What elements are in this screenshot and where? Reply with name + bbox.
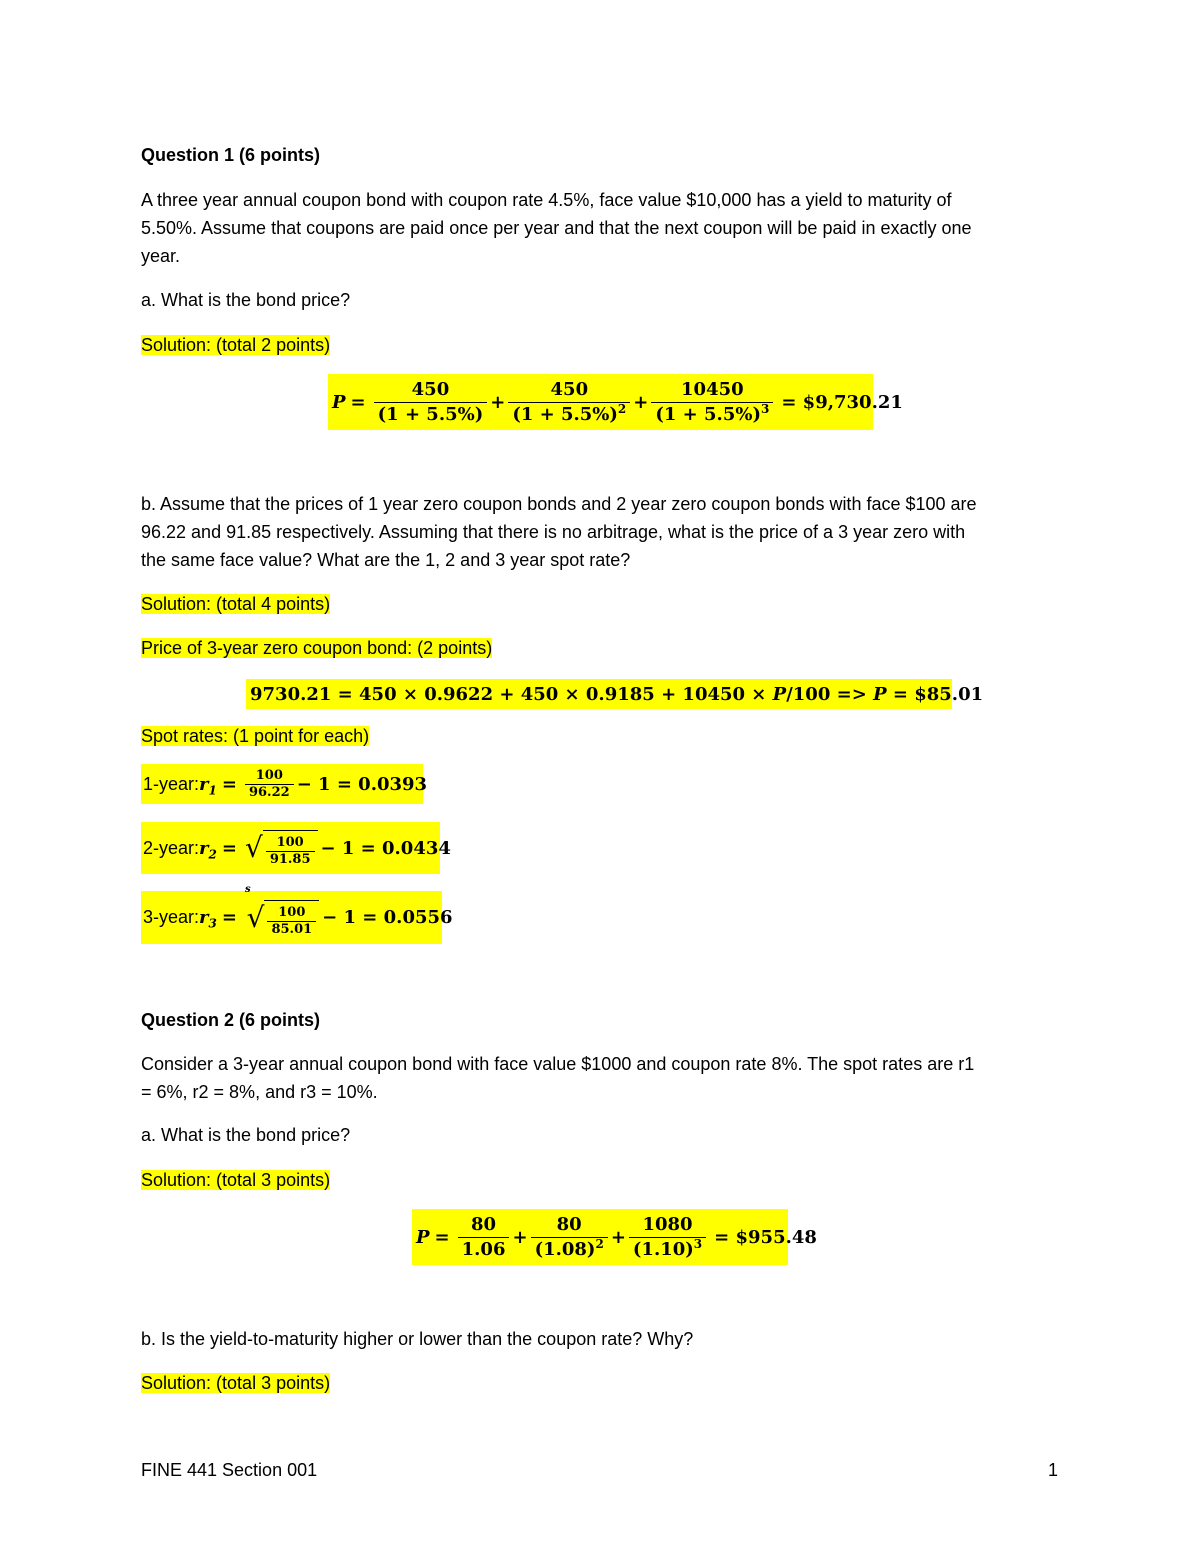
footer-page-number: 1 — [1048, 1460, 1059, 1480]
q1-spot-label: Spot rates: (1 point for each) — [141, 726, 370, 746]
footer-course: FINE 441 Section 001 — [141, 1460, 318, 1480]
q1-arbitrage-equation: 9730.21 = 450 × 0.9622 + 450 × 0.9185 + 10450 × P /100 => P = $85.01 — [246, 679, 952, 709]
q1-heading: Question 1 (6 points) — [141, 145, 321, 165]
spot-rate-2-year: 2-year: $r_2$ = √ $\frac{100}{91.85}$ − 1 = 0.0434 — [141, 822, 440, 874]
q1-part-b-line2: 96.22 and 91.85 respectively. Assuming that there is no arbitrage, what is the price of a 3 year zero with — [141, 522, 966, 542]
spot-rate-1-year: 1-year: $r_1$ = $\frac{100}{96.22}$ − 1 = 0.0393 — [141, 764, 423, 804]
q2-solution-b: Solution: (total 3 points) — [141, 1373, 331, 1393]
q1-body-line3: year. — [141, 246, 181, 266]
q2-body-line2: = 6%, r2 = 8%, and r3 = 10%. — [141, 1082, 378, 1102]
q1-body-line2: 5.50%. Assume that coupons are paid once per year and that the next coupon will be paid in exactly one — [141, 218, 972, 238]
q1-part-b-line1: b. Assume that the prices of 1 year zero coupon bonds and 2 year zero coupon bonds with face $100 are — [141, 494, 977, 514]
q1-bond-price-equation: P = $\frac{450}{(1 + 5.5\%)}$ + $\frac{450}{(1 + 5.5\%)^2}$ + $\frac{10450}{(1 + 5.5\%)^3}$ = $9,730.21 — [328, 374, 873, 430]
q2-bond-price-equation: P = $\frac{80}{1.06}$ + $\frac{80}{(1.08)^2}$ + $\frac{1080}{(1.10)^3}$ = $955.48 — [412, 1209, 788, 1265]
q1-part-b-line3: the same face value? What are the 1, 2 and 3 year spot rate? — [141, 550, 631, 570]
q2-part-b: b. Is the yield-to-maturity higher or lower than the coupon rate? Why? — [141, 1329, 694, 1349]
spot-rate-3-year: 3-year: $r_3$ = s √ $\frac{100}{85.01}$ − 1 = 0.0556 — [141, 891, 442, 944]
q2-body-line1: Consider a 3-year annual coupon bond with face value $1000 and coupon rate 8%. The spot rates are r1 — [141, 1054, 975, 1074]
q1-body-line1: A three year annual coupon bond with coupon rate 4.5%, face value $10,000 has a yield to maturity of — [141, 190, 952, 210]
q1-solution-b: Solution: (total 4 points) — [141, 594, 331, 614]
cube-root-symbol: s √ $\frac{100}{85.01}$ — [245, 894, 319, 942]
q2-part-a: a. What is the bond price? — [141, 1125, 351, 1145]
q2-solution-a: Solution: (total 3 points) — [141, 1170, 331, 1190]
q1-price-label: Price of 3-year zero coupon bond: (2 points) — [141, 638, 493, 658]
q1-part-a: a. What is the bond price? — [141, 290, 351, 310]
q2-heading: Question 2 (6 points) — [141, 1010, 321, 1030]
square-root-symbol: √ $\frac{100}{91.85}$ — [245, 824, 318, 872]
q1-solution-a: Solution: (total 2 points) — [141, 335, 331, 355]
